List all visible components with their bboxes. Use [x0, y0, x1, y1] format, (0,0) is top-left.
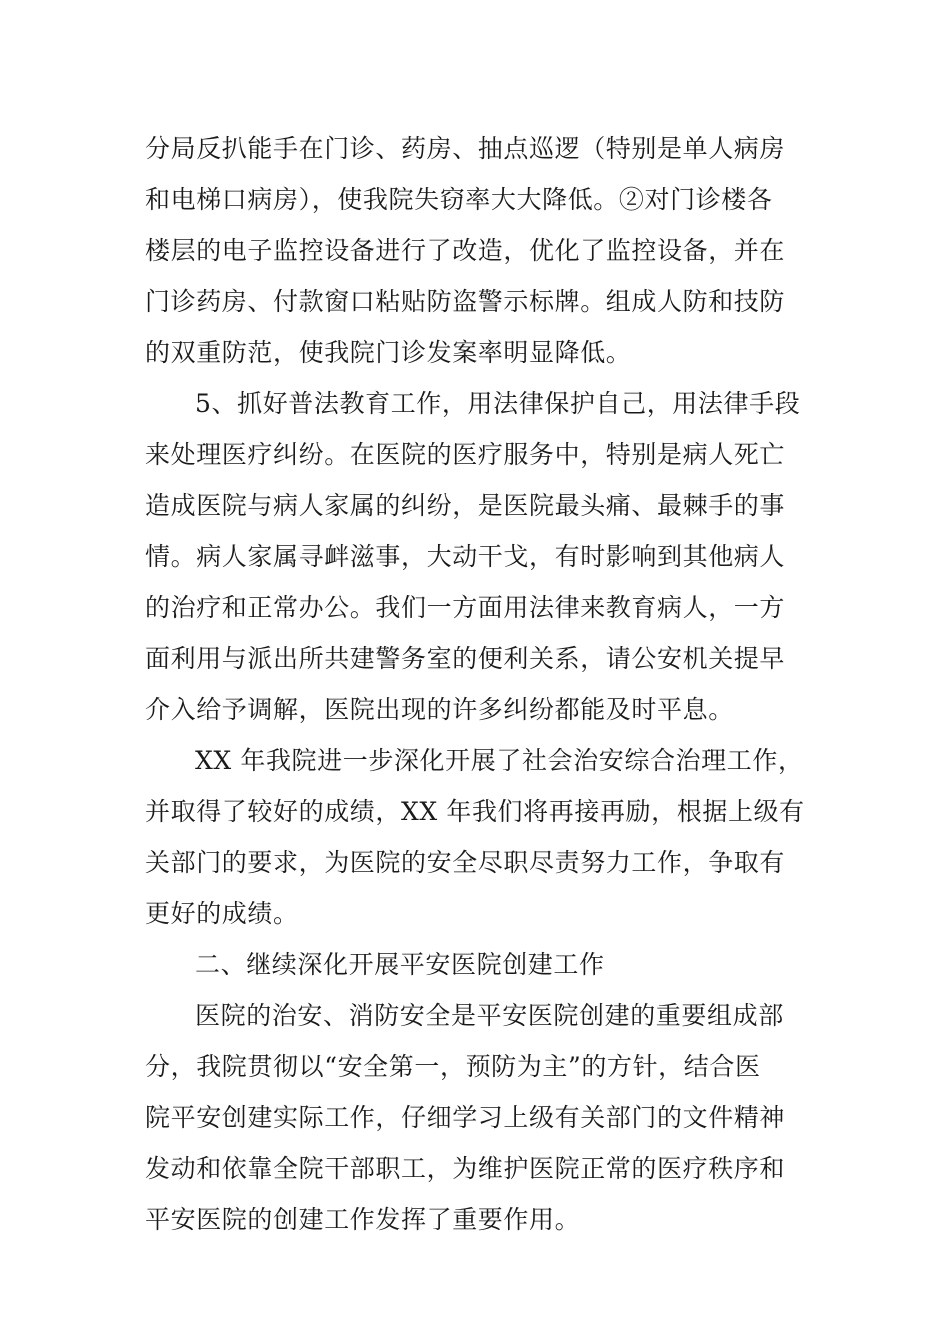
text-line: 关部门的要求，为医院的安全尽职尽责努力工作，争取有 [145, 848, 786, 877]
paragraph-start-line: XX 年我院进一步深化开展了社会治安综合治理工作， [195, 746, 804, 775]
text-line: 门诊药房、付款窗口粘贴防盗警示标牌。组成人防和技防 [145, 287, 786, 316]
text-line: 楼层的电子监控设备进行了改造，优化了监控设备，并在 [145, 236, 786, 265]
text-line: 来处理医疗纠纷。在医院的医疗服务中，特别是病人死亡 [145, 440, 786, 469]
text-line: 发动和依靠全院干部职工，为维护医院正常的医疗秩序和 [145, 1154, 786, 1183]
paragraph-start-line: 医院的治安、消防安全是平安医院创建的重要组成部 [195, 1001, 784, 1030]
text-line: 更好的成绩。 [145, 899, 299, 928]
text-line: 院平安创建实际工作，仔细学习上级有关部门的文件精神 [145, 1103, 786, 1132]
text-line: 分局反扒能手在门诊、药房、抽点巡逻（特别是单人病房 [145, 134, 786, 163]
text-line: 介入给予调解，医院出现的许多纠纷都能及时平息。 [145, 695, 734, 724]
section-heading: 二、继续深化开展平安医院创建工作 [195, 950, 605, 979]
text-line: 并取得了较好的成绩，XX 年我们将再接再励，根据上级有 [145, 797, 805, 826]
text-line: 平安医院的创建工作发挥了重要作用。 [145, 1205, 581, 1234]
text-line: 情。病人家属寻衅滋事，大动干戈，有时影响到其他病人 [145, 542, 786, 571]
text-line: 和电梯口病房），使我院失窃率大大降低。②对门诊楼各 [145, 185, 773, 214]
paragraph-start-line: 5、抓好普法教育工作，用法律保护自己，用法律手段 [195, 389, 801, 418]
text-line: 的治疗和正常办公。我们一方面用法律来教育病人，一方 [145, 593, 786, 622]
document-body [145, 123, 815, 1245]
text-line: 分，我院贯彻以“安全第一，预防为主”的方针，结合医 [145, 1052, 761, 1081]
text-line: 造成医院与病人家属的纠纷，是医院最头痛、最棘手的事 [145, 491, 786, 520]
text-line: 的双重防范，使我院门诊发案率明显降低。 [145, 338, 632, 367]
text-line: 面利用与派出所共建警务室的便利关系，请公安机关提早 [145, 644, 786, 673]
